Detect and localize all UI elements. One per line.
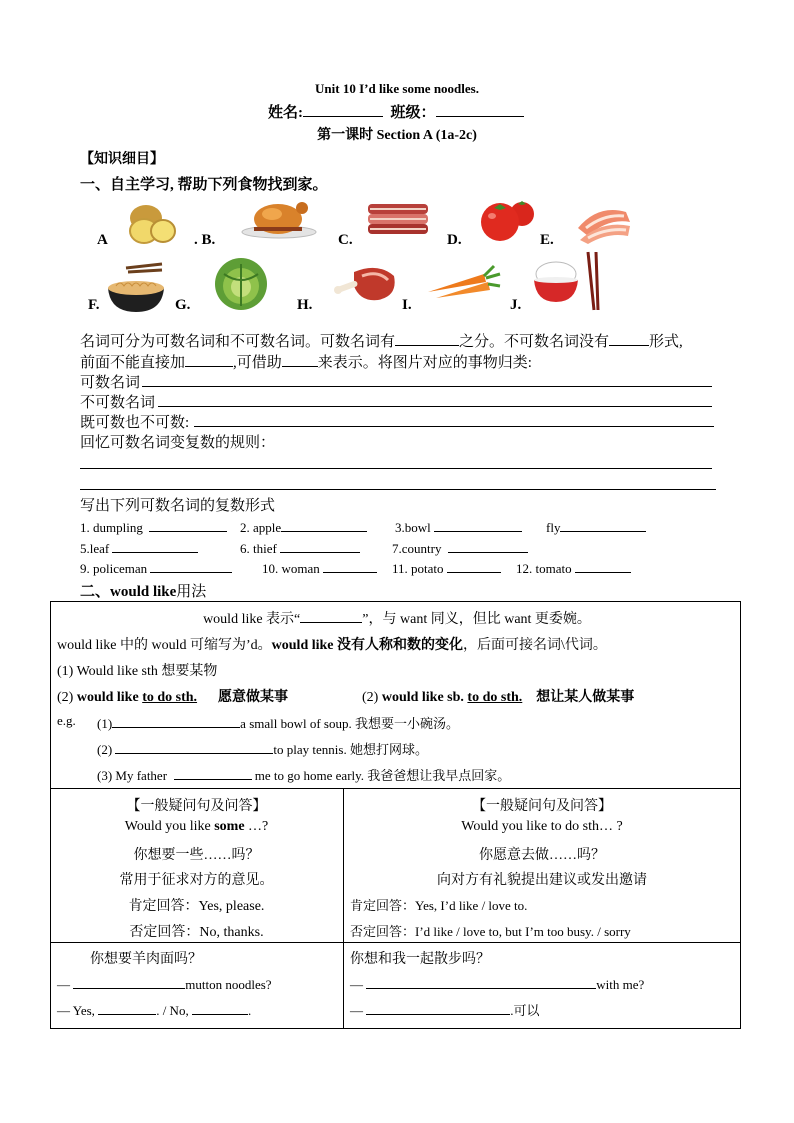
name-label: 姓名: (268, 105, 303, 121)
word-text: 2. apple (240, 520, 282, 535)
label-h: H. (297, 297, 313, 313)
text: — (350, 977, 363, 992)
label-g: G. (175, 297, 191, 313)
text: . / No, (156, 1003, 189, 1018)
text: would like (76, 690, 143, 705)
recall-answer-line-1[interactable] (80, 468, 712, 469)
ex-blank[interactable] (98, 1000, 156, 1015)
text: some (214, 819, 245, 834)
label-j: J. (510, 297, 522, 313)
uncountable-answer-line[interactable] (158, 406, 712, 407)
answer-blank[interactable] (434, 517, 522, 532)
text: to do sth. (467, 690, 523, 705)
potato-icon (124, 202, 178, 246)
text: would like sb. (381, 690, 468, 705)
left-question-cn: 你想要一些……吗？ (133, 848, 260, 863)
text: 之分。不可数名词没有 (459, 334, 610, 350)
cabbage-icon (214, 256, 268, 312)
text: Would you like (124, 819, 215, 834)
text: — (57, 977, 70, 992)
text: (2) (57, 690, 77, 705)
text: would like 中的 would 可缩写为’d。 (57, 638, 272, 653)
text: would like 没有人称和数的变化 (271, 638, 464, 653)
word-6 (240, 538, 360, 557)
both-answer-line[interactable] (194, 426, 714, 427)
ex-blank[interactable] (73, 974, 185, 989)
word-5 (80, 538, 198, 557)
label-f: F. (88, 297, 100, 313)
right-cell-title: 【一般疑问句及问答】 (472, 799, 612, 814)
right-question-cn: 你愿意去做……吗？ (479, 848, 605, 863)
text: — (350, 1003, 363, 1018)
text: 想让某人做某事 (536, 690, 635, 705)
word-text: 10. woman (262, 561, 320, 576)
part1-heading: 一、自主学习, 帮助下列食物找到家。 (80, 177, 328, 193)
answer-blank[interactable] (112, 538, 198, 553)
example-1 (97, 713, 459, 732)
text: .可以 (510, 1003, 540, 1018)
word-9 (80, 558, 232, 577)
page-title: Unit 10 I’d like some noodles. (315, 81, 479, 96)
word-text: 6. thief (240, 541, 277, 556)
answer-blank[interactable] (560, 517, 646, 532)
answer-blank[interactable] (150, 558, 232, 573)
tomato-icon (476, 196, 536, 242)
would-like-note (57, 634, 607, 654)
text: mutton noodles? (185, 977, 272, 992)
ex-left-answer (57, 1000, 251, 1019)
table-row-divider (50, 942, 741, 943)
word-2 (240, 517, 367, 536)
label-i: I. (402, 297, 412, 313)
left-question (50, 819, 343, 835)
text: . (247, 1003, 252, 1018)
label-d: D. (447, 232, 462, 248)
bacon-icon (366, 198, 430, 242)
label-a: A (97, 232, 108, 248)
text: …? (248, 819, 269, 834)
ex-right-answer (350, 1000, 540, 1019)
label-b: . B. (194, 232, 216, 248)
answer-blank[interactable] (149, 517, 227, 532)
answer-blank[interactable] (323, 558, 377, 573)
class-blank[interactable] (436, 102, 524, 117)
answer-blank[interactable] (281, 517, 367, 532)
word-3 (395, 517, 522, 536)
mutton-leg-icon (334, 262, 400, 308)
word-1 (80, 517, 227, 536)
word-12 (516, 558, 631, 577)
word-text: 1. dumpling (80, 520, 143, 535)
usage-2 (57, 686, 288, 706)
class-label: 班级： (390, 105, 436, 121)
word-text: 5.leaf (80, 541, 110, 556)
part2-heading (80, 580, 206, 601)
answer-blank[interactable] (447, 558, 501, 573)
ex-right-question (350, 974, 644, 993)
ex-blank[interactable] (366, 974, 596, 989)
left-negative: 否定回答：No, thanks. (129, 925, 264, 940)
would-like-meaning (0, 608, 794, 628)
text: to play tennis. 她想打网球。 (273, 742, 428, 757)
text: me to go home early. 我爸爸想让我早点回家。 (254, 768, 511, 783)
text: 名词可分为可数名词和不可数名词。可数名词有 (80, 334, 396, 350)
word-text: fly (546, 520, 561, 535)
text: (2) (97, 742, 113, 757)
example-blank[interactable] (115, 739, 273, 754)
left-positive: 肯定回答：Yes, please. (128, 899, 265, 914)
blank[interactable] (185, 352, 233, 367)
word-4 (546, 517, 646, 536)
text: to do sth. (142, 690, 198, 705)
noodle-bowl-icon (106, 262, 166, 316)
text: 用法 (176, 584, 207, 600)
text: ,可借助 (233, 355, 282, 371)
word-text: 9. policeman (80, 561, 148, 576)
uncountable-label: 不可数名词 (80, 395, 156, 411)
answer-blank[interactable] (575, 558, 631, 573)
example-2 (97, 739, 428, 758)
blank[interactable] (609, 331, 649, 346)
label-e: E. (540, 232, 554, 248)
ex-right-cn: 你想和我一起散步吗？ (350, 952, 490, 967)
label-c: C. (338, 232, 353, 248)
noun-intro-line-2 (80, 351, 532, 372)
word-text: 3.bowl (395, 520, 431, 535)
recall-label: 回忆可数名词变复数的规则： (80, 435, 276, 451)
text: with me? (596, 977, 645, 992)
text: 前面不能直接加 (80, 355, 186, 371)
text: 来表示。将图片对应的事物归类: (317, 355, 532, 371)
name-blank[interactable] (303, 102, 383, 117)
recall-answer-line-2[interactable] (80, 489, 716, 490)
blank[interactable] (395, 331, 459, 346)
text: would like 表示“ (203, 612, 301, 627)
answer-blank[interactable] (448, 538, 528, 553)
word-11 (392, 558, 501, 577)
example-blank[interactable] (174, 765, 252, 780)
carrot-icon (426, 262, 502, 302)
text: (3) My father (97, 768, 168, 783)
example-blank[interactable] (112, 713, 240, 728)
word-7 (392, 538, 528, 557)
left-cell-title: 【一般疑问句及问答】 (126, 799, 267, 814)
rice-bowl-icon (530, 250, 606, 312)
word-text: 12. tomato (516, 561, 572, 576)
text: (2) (362, 690, 382, 705)
left-usage: 常用于征求对方的意见。 (119, 873, 274, 888)
blank[interactable] (282, 352, 318, 367)
plural-title: 写出下列可数名词的复数形式 (80, 498, 276, 514)
usage-3 (362, 686, 634, 706)
text: ”，与 want 同义，但比 want 更委婉。 (362, 612, 591, 627)
countable-answer-line[interactable] (142, 386, 712, 387)
ex-left-cn: 你想要羊肉面吗？ (90, 952, 202, 967)
word-10 (262, 558, 377, 577)
salmon-icon (574, 202, 634, 246)
right-question: Would you like to do sth… ? (461, 819, 623, 834)
text: 二、 (80, 584, 111, 600)
both-label: 既可数也不可数: (80, 415, 190, 431)
text: would like (110, 584, 177, 600)
word-text: 11. potato (392, 561, 444, 576)
text: a small bowl of soup. 我想要一小碗汤。 (240, 716, 459, 731)
section-tag: 【知识细目】 (80, 152, 164, 167)
text: 形式, (649, 334, 683, 350)
text: ，后面可接名词\代词。 (463, 638, 607, 653)
usage-1: (1) Would like sth 想要某物 (57, 664, 218, 679)
ex-blank[interactable] (366, 1000, 510, 1015)
ex-blank[interactable] (192, 1000, 248, 1015)
lesson-title: 第一课时 Section A (1a-2c) (317, 128, 477, 143)
roast-chicken-icon (240, 194, 318, 240)
text: — Yes, (57, 1003, 95, 1018)
eg-label: e.g. (57, 713, 76, 728)
ex-left-question (57, 974, 272, 993)
countable-label: 可数名词 (80, 375, 141, 391)
name-line (268, 101, 524, 122)
noun-intro-line-1 (80, 330, 683, 351)
example-3 (97, 765, 510, 784)
right-positive: 肯定回答：Yes, I’d like / love to. (350, 898, 528, 913)
text: 愿意做某事 (218, 690, 289, 705)
meaning-blank[interactable] (300, 608, 362, 623)
right-usage: 向对方有礼貌提出建议或发出邀请 (437, 873, 647, 888)
word-text: 7.country (392, 541, 442, 556)
right-negative: 否定回答：I’d like / love to, but I’m too busy. / sorry (350, 924, 631, 939)
answer-blank[interactable] (280, 538, 360, 553)
text: (1) (97, 716, 113, 731)
